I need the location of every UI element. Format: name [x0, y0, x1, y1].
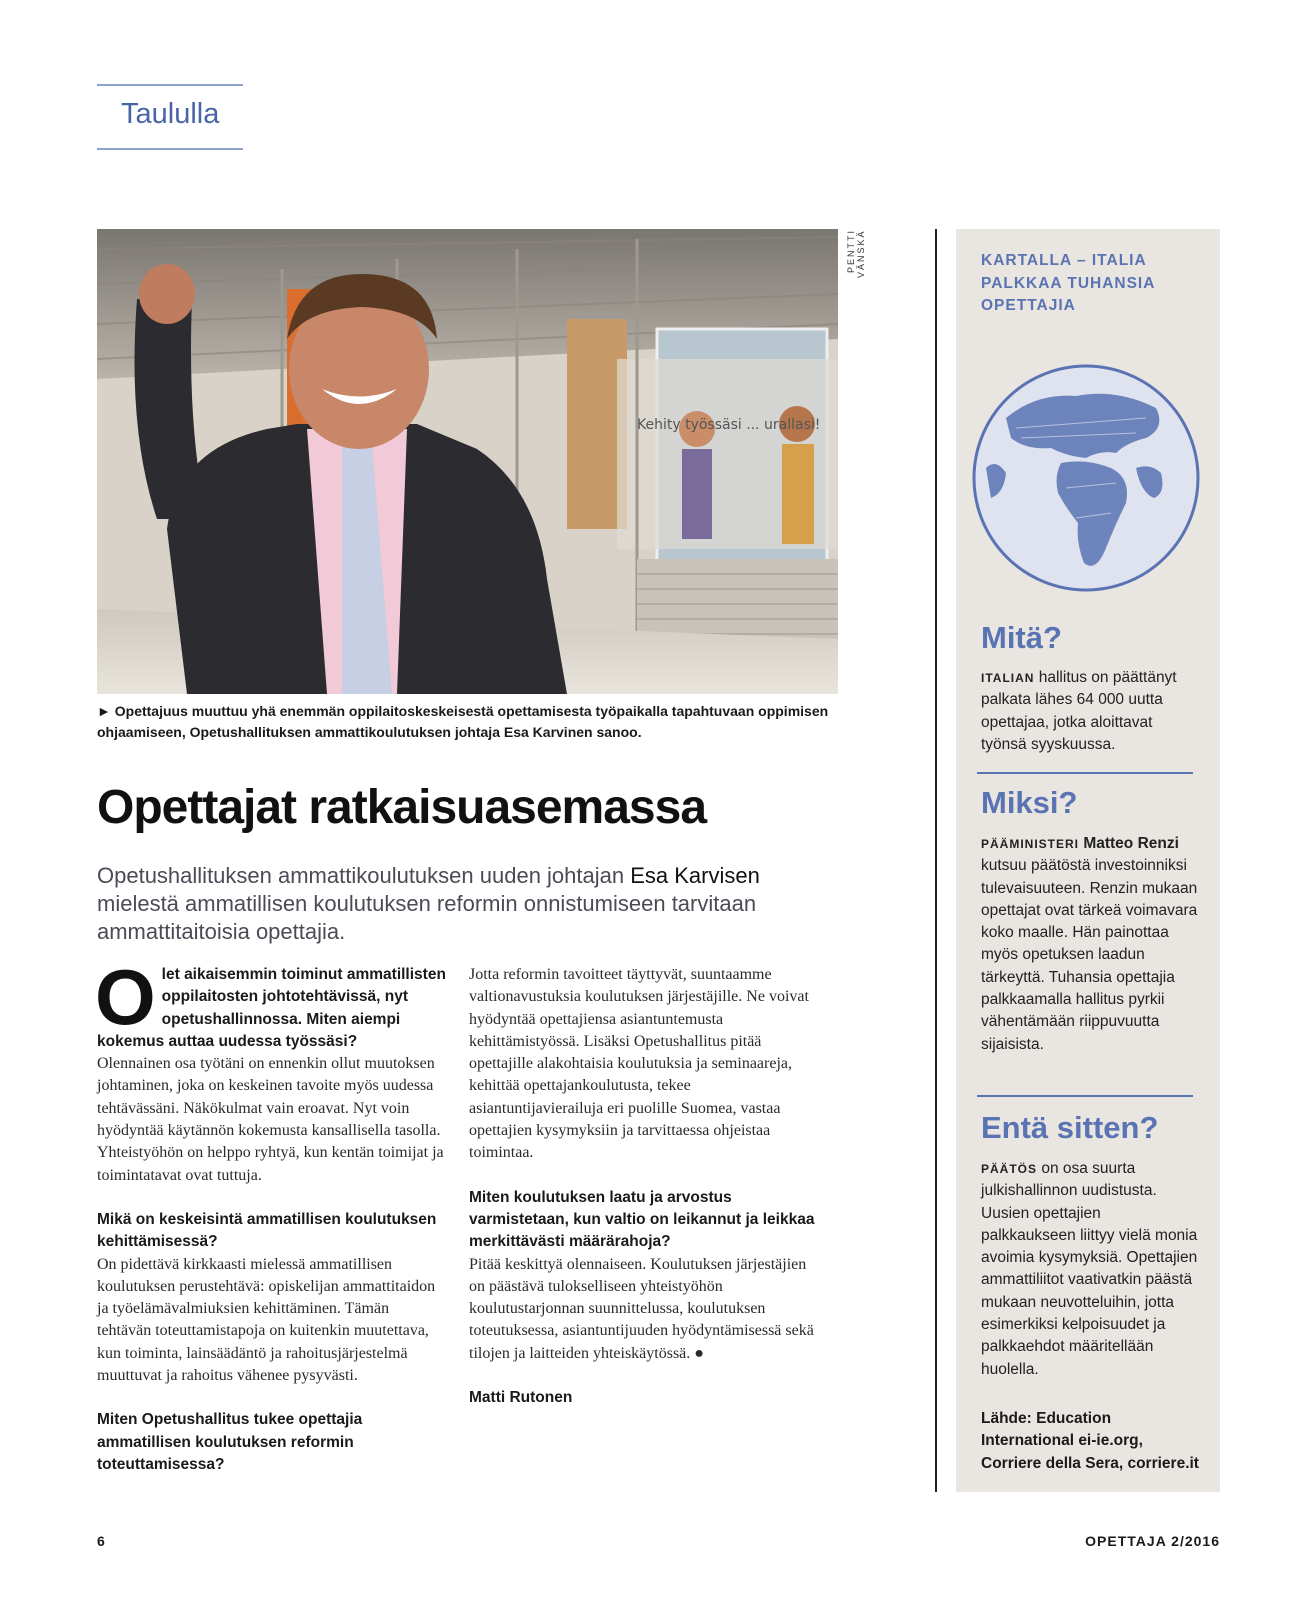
enta-lead: PÄÄTÖS: [981, 1162, 1038, 1176]
article-headline: Opettajat ratkaisuasemassa: [97, 781, 707, 834]
question-2: Mikä on keskeisintä ammatillisen koulutuksen kehittämisessä?: [97, 1210, 437, 1251]
sidebar-heading-miksi: Miksi?: [981, 785, 1078, 820]
question-1-text: let aikaisemmin toiminut ammatillisten oppilaitosten johtotehtävissä, nyt opetushallinnossa. Miten aiempi kokemus auttaa uudessa työssäsi?: [97, 966, 446, 1050]
lead-text-end: mielestä ammatillisen koulutuksen reformin onnistumiseen tarvitaan ammattitaitoisia opettajia.: [97, 891, 757, 944]
issue-label: OPETTAJA 2/2016: [1085, 1533, 1220, 1549]
sidebar-text-enta: [981, 1158, 1199, 1381]
question-1: [95, 953, 447, 1053]
section-rule-bottom: [97, 148, 243, 150]
poster-text: Kehity työssäsi ... urallasi!: [637, 417, 821, 433]
sidebar-kicker: KARTALLA – ITALIA PALKKAA TUHANSIA OPETTAJIA: [981, 252, 1155, 314]
end-mark-icon: ●: [694, 1344, 704, 1362]
mita-body: hallitus on päättänyt palkata lähes 64 000 uutta opettajaa, jotka aloittavat työnsä syyskuussa.: [981, 669, 1177, 753]
lead-name: Esa Karvisen: [630, 863, 760, 888]
miksi-lead: PÄÄMINISTERI: [981, 837, 1080, 851]
article-column-2: [469, 964, 819, 1409]
answer-3: Jotta reformin tavoitteet täyttyvät, suuntaamme valtionavustuksia koulutuksen järjestäjille. Ne voivat hyödyntää opettajiensa asiantuntemusta kehittämistyössä. Lisäksi Opetushallitus pitää opettajille alakohtaisia koulutuksia ja seminaareja, kehittää opettajankoulutusta, tekee asiantuntijavierailuja eri puolille Suomea, vastaa opettajien kysymyksiin ja tarvittaessa ohjeistaa toimintaa.: [469, 966, 809, 1162]
answer-4-text: Pitää keskittyä olennaiseen. Koulutuksen järjestäjien on päästävä tulokselliseen yhteistyöhön koulutustarjonnan suunnittelussa, koulutuksen toteutuksessa, asiantuntijuuden hyödyntämisessä sekä tilojen ja laitteiden yhteiskäytössä.: [469, 1255, 814, 1362]
sidebar-source: Lähde: Education International ei-ie.org, Corriere della Sera, corriere.it: [981, 1410, 1199, 1472]
miksi-name: Matteo Renzi: [1079, 835, 1179, 852]
globe-icon: [966, 358, 1206, 598]
sidebar-rule-2: [977, 1095, 1193, 1097]
article-photo: [97, 229, 838, 694]
lead-text-start: Opetushallituksen ammattikoulutuksen uuden johtajan: [97, 863, 631, 888]
answer-4: [469, 1254, 819, 1365]
question-4: Miten koulutuksen laatu ja arvostus varmistetaan, kun valtio on leikannut ja leikkaa merkittävästi määrärahoja?: [469, 1188, 815, 1251]
miksi-body: kutsuu päätöstä investoinniksi tulevaisuuteen. Renzin mukaan opettajat ovat tärkeä voimavara koko maalle. Hän painottaa myös opetuksen laadun tärkeyttä. Tuhansia opettajia palkkaamalla hallitus pyrkii vähentämään riippuvuutta sijaisista.: [981, 857, 1198, 1053]
column-divider: [935, 229, 937, 1492]
sidebar-text-miksi: [981, 833, 1199, 1056]
article-lead: [97, 862, 838, 946]
sidebar-heading-mita: Mitä?: [981, 620, 1062, 655]
photo-caption: [97, 701, 838, 743]
photo-illustration: [97, 229, 838, 694]
question-3: Miten Opetushallitus tukee opettajia ammatillisen koulutuksen reformin toteuttamisessa?: [97, 1411, 363, 1473]
photo-credit: PENTTI VÄNSKÄ: [846, 229, 866, 278]
caption-text: Opettajuus muuttuu yhä enemmän oppilaitoskeskeisestä opettamisesta työpaikalla tapahtuvaan oppimisen ohjaamiseen, Opetushallituksen ammattikoulutuksen johtaja Esa Karvinen sanoo.: [97, 703, 829, 740]
author-byline: Matti Rutonen: [469, 1389, 573, 1407]
sidebar-heading-enta: Entä sitten?: [981, 1110, 1159, 1145]
sidebar-rule-1: [977, 772, 1193, 774]
drop-cap: O: [95, 953, 156, 1041]
answer-2: On pidettävä kirkkaasti mielessä ammatillisen koulutuksen perustehtävä: opiskelijan ammattitaidon ja työelämävalmiuksien kehittäminen. Tämän tehtävän toteuttamistapoja on kuitenkin muutettava, kun toiminta, lainsäädäntö ja rahoitusjärjestelmä muuttuvat ja rahoitus vähenee pysyvästi.: [97, 1255, 436, 1385]
page-number: 6: [97, 1533, 105, 1549]
enta-body: on osa suurta julkishallinnon uudistusta. Uusien opettajien palkkaukseen liittyy vielä monia avoimia kysymyksiä. Opettajien ammattiliitot vaativatkin päästä mukaan neuvotteluihin, jotta esimerkiksi kelpoisuudet ja palkkaehdot määritellään huolella.: [981, 1160, 1198, 1378]
caption-arrow-icon: ►: [97, 703, 111, 719]
section-title: Taululla: [121, 98, 220, 130]
article-column-1: [95, 953, 447, 1476]
section-rule-top: [97, 84, 243, 86]
answer-1: Olennainen osa työtäni on ennenkin ollut muutoksen johtaminen, joka on keskeinen tavoite myös uudessa tehtävässäni. Näkökulmat vain eroavat. Nyt voin hyödyntää käytännön kokemusta kansallisella tasolla. Yhteistyöhön on helppo ryhtyä, kun kentän toimijat ja toimintatavat ovat tuttuja.: [97, 1055, 444, 1184]
mita-lead: ITALIAN: [981, 671, 1035, 685]
sidebar-text-mita: [981, 667, 1199, 756]
